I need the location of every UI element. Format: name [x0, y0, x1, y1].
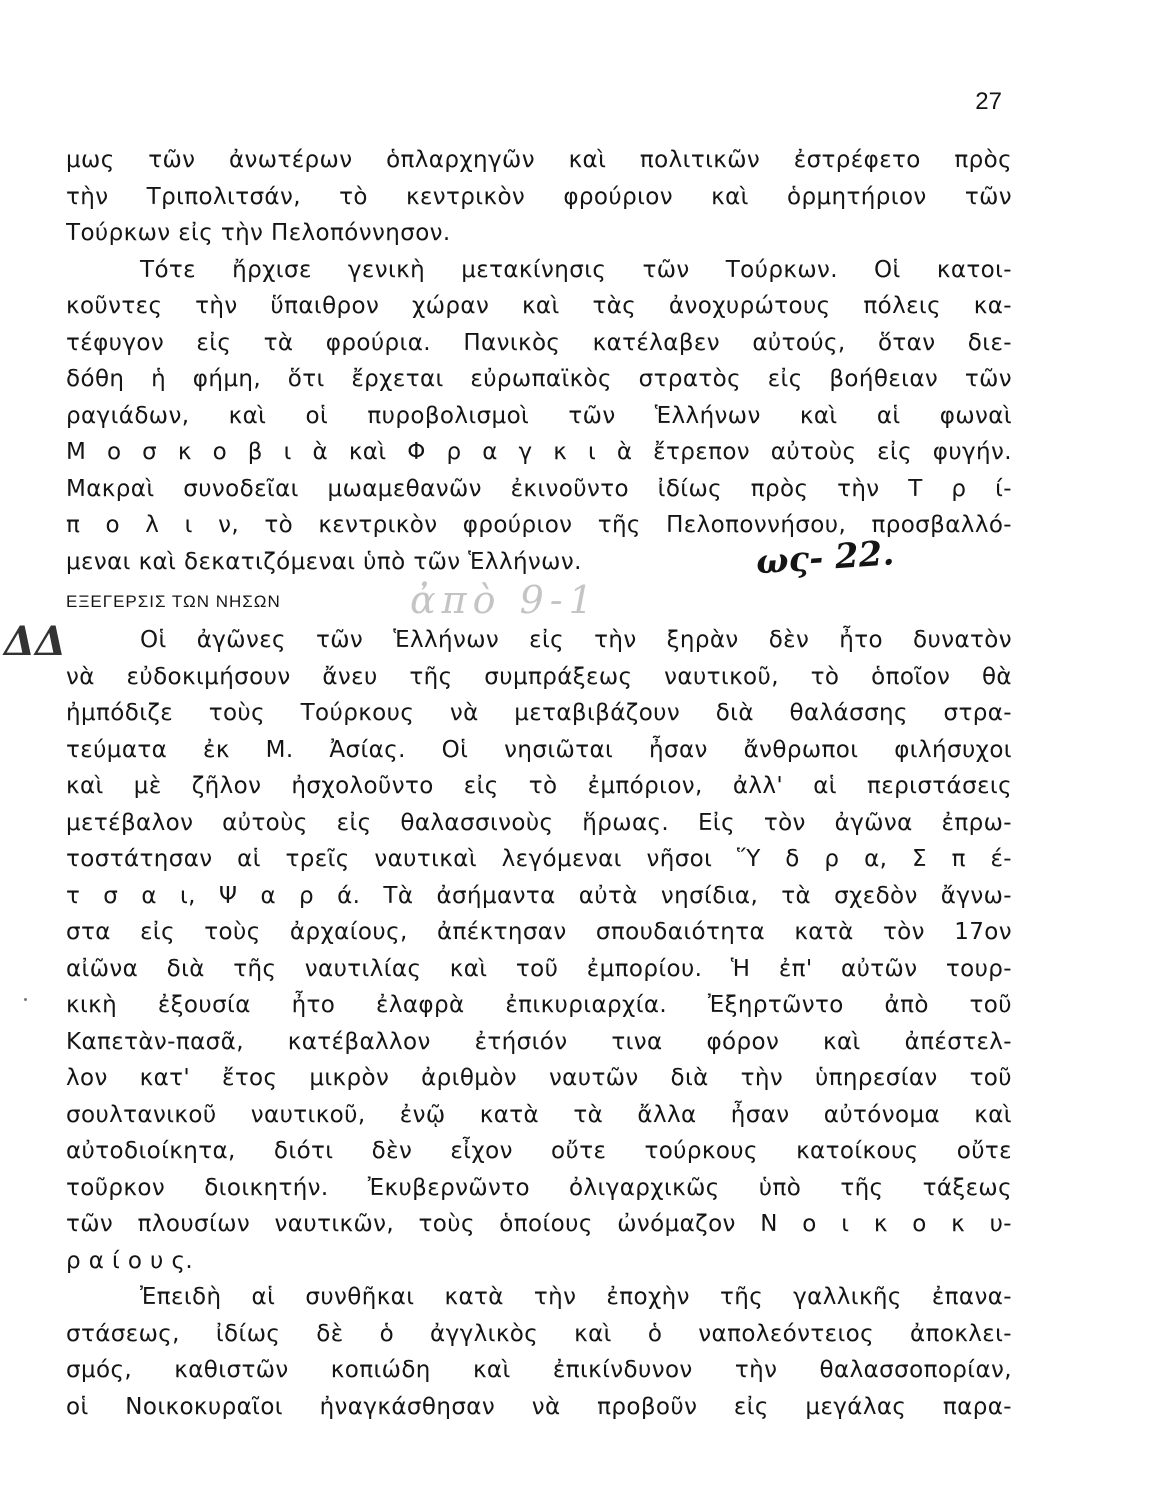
section-heading: ΕΞΕΓΕΡΣΙΣ ΤΩΝ ΝΗΣΩΝ: [66, 592, 281, 611]
text-line: μετέβαλον αὐτοὺς εἰς θαλασσινοὺς ἥρωας. Εἰς τὸν ἀγῶνα ἐπρω-: [66, 809, 1012, 836]
text-line: κοῦντες τὴν ὕπαιθρον χώραν καὶ τὰς ἀνοχυρώτους πόλεις κα-: [66, 293, 1012, 319]
text-line: Μ ο σ κ ο β ι ὰ καὶ Φ ρ α γ κ ι ὰ ἔτρεπον αὐτοὺς εἰς φυγήν.: [66, 439, 1012, 465]
faint-pencil-annotation: ἀπὸ 9-1: [410, 578, 599, 622]
text-line: τοῦρκον διοικητήν. Ἐκυβερνῶντο ὀλιγαρχικῶς ὑπὸ τῆς τάξεως: [66, 1174, 1012, 1201]
text-line: Τούρκων εἰς τὴν Πελοπόννησον.: [66, 220, 451, 246]
text-line: καὶ μὲ ζῆλον ἠσχολοῦντο εἰς τὸ ἐμπόριον, ἀλλ' αἱ περιστάσεις: [66, 773, 1012, 799]
text-line: τῶν πλουσίων ναυτικῶν, τοὺς ὁποίους ὠνόμαζον Ν ο ι κ ο κ υ-: [66, 1211, 1012, 1237]
text-line: κικὴ ἐξουσία ἦτο ἐλαφρὰ ἐπικυριαρχία. Ἐξηρτῶντο ἀπὸ τοῦ: [66, 992, 1012, 1018]
text-line: Ἐπειδὴ αἱ συνθῆκαι κατὰ τὴν ἐποχὴν τῆς γαλλικῆς ἐπανα-: [140, 1284, 1012, 1310]
text-line: δόθη ἡ φήμη, ὅτι ἔρχεται εὐρωπαϊκὸς στρατὸς εἰς βοήθειαν τῶν: [66, 366, 1012, 392]
text-line: σουλτανικοῦ ναυτικοῦ, ἐνῷ κατὰ τὰ ἄλλα ἦσαν αὐτόνομα καὶ: [66, 1101, 1012, 1128]
text-line: π ο λ ι ν, τὸ κεντρικὸν φρούριον τῆς Πελοποννήσου, προσβαλλό-: [66, 512, 1012, 538]
handwritten-annotation: ως- 22.: [754, 533, 896, 583]
text-line: στα εἰς τοὺς ἀρχαίους, ἀπέκτησαν σπουδαιότητα κατὰ τὸν 17ον: [66, 919, 1012, 945]
text-line: μεναι καὶ δεκατιζόμεναι ὑπὸ τῶν Ἑλλήνων.: [66, 548, 582, 575]
text-line: νὰ εὐδοκιμήσουν ἄνευ τῆς συμπράξεως ναυτικοῦ, τὸ ὁποῖον θὰ: [66, 663, 1012, 690]
text-line: τέφυγον εἰς τὰ φρούρια. Πανικὸς κατέλαβεν αὐτούς, ὅταν διε-: [66, 329, 1012, 356]
page-number: 27: [975, 88, 1002, 115]
speck: [24, 998, 27, 1001]
text-line: λον κατ' ἔτος μικρὸν ἀριθμὸν ναυτῶν διὰ τὴν ὑπηρεσίαν τοῦ: [66, 1065, 1012, 1091]
text-line: Οἱ ἀγῶνες τῶν Ἑλλήνων εἰς τὴν ξηρὰν δὲν ἦτο δυνατὸν: [140, 627, 1012, 653]
text-line: στάσεως, ἰδίως δὲ ὁ ἀγγλικὸς καὶ ὁ ναπολεόντειος ἀποκλει-: [66, 1320, 1012, 1347]
text-line: οἱ Νοικοκυραῖοι ἠναγκάσθησαν νὰ προβοῦν εἰς μεγάλας παρα-: [66, 1393, 1012, 1420]
text-line: μως τῶν ἀνωτέρων ὁπλαρχηγῶν καὶ πολιτικῶν ἐστρέφετο πρὸς: [66, 147, 1012, 173]
text-line: Τότε ἤρχισε γενικὴ μετακίνησις τῶν Τούρκων. Οἱ κατοι-: [140, 256, 1012, 283]
text-line: Καπετὰν-πασᾶ, κατέβαλλον ἐτήσιόν τινα φόρον καὶ ἀπέστελ-: [66, 1028, 1012, 1055]
text-block-bottom: [66, 622, 1012, 1425]
text-line: αἰῶνα διὰ τῆς ναυτιλίας καὶ τοῦ ἐμπορίου. Ἡ ἐπ' αὐτῶν τουρ-: [66, 955, 1012, 982]
text-line: τ σ α ι, Ψ α ρ ά. Τὰ ἀσήμαντα αὐτὰ νησίδια, τὰ σχεδὸν ἄγνω-: [66, 882, 1012, 909]
text-line: τοστάτησαν αἱ τρεῖς ναυτικαὶ λεγόμεναι νῆσοι Ὕ δ ρ α, Σ π έ-: [66, 846, 1012, 872]
text-line: Μακραὶ συνοδεῖαι μωαμεθανῶν ἐκινοῦντο ἰδίως πρὸς τὴν Τ ρ ί-: [66, 475, 1012, 502]
text-line: αὐτοδιοίκητα, διότι δὲν εἶχον οὔτε τούρκους κατοίκους οὔτε: [66, 1138, 1012, 1164]
text-line: τεύματα ἐκ Μ. Ἀσίας. Οἱ νησιῶται ἦσαν ἄνθρωποι φιλήσυχοι: [66, 736, 1012, 763]
text-line: ρ α ί ο υ ς.: [66, 1247, 194, 1274]
text-line: ἠμπόδιζε τοὺς Τούρκους νὰ μεταβιβάζουν διὰ θαλάσσης στρα-: [66, 700, 1012, 726]
text-line: ραγιάδων, καὶ οἱ πυροβολισμοὶ τῶν Ἑλλήνων καὶ αἱ φωναὶ: [66, 402, 1012, 429]
margin-mark: ΔΔ: [4, 618, 67, 665]
text-line: σμός, καθιστῶν κοπιώδη καὶ ἐπικίνδυνον τὴν θαλασσοπορίαν,: [66, 1357, 1012, 1383]
text-line: τὴν Τριπολιτσάν, τὸ κεντρικὸν φρούριον καὶ ὁρμητήριον τῶν: [66, 183, 1012, 210]
text-block-top: [66, 142, 1012, 580]
